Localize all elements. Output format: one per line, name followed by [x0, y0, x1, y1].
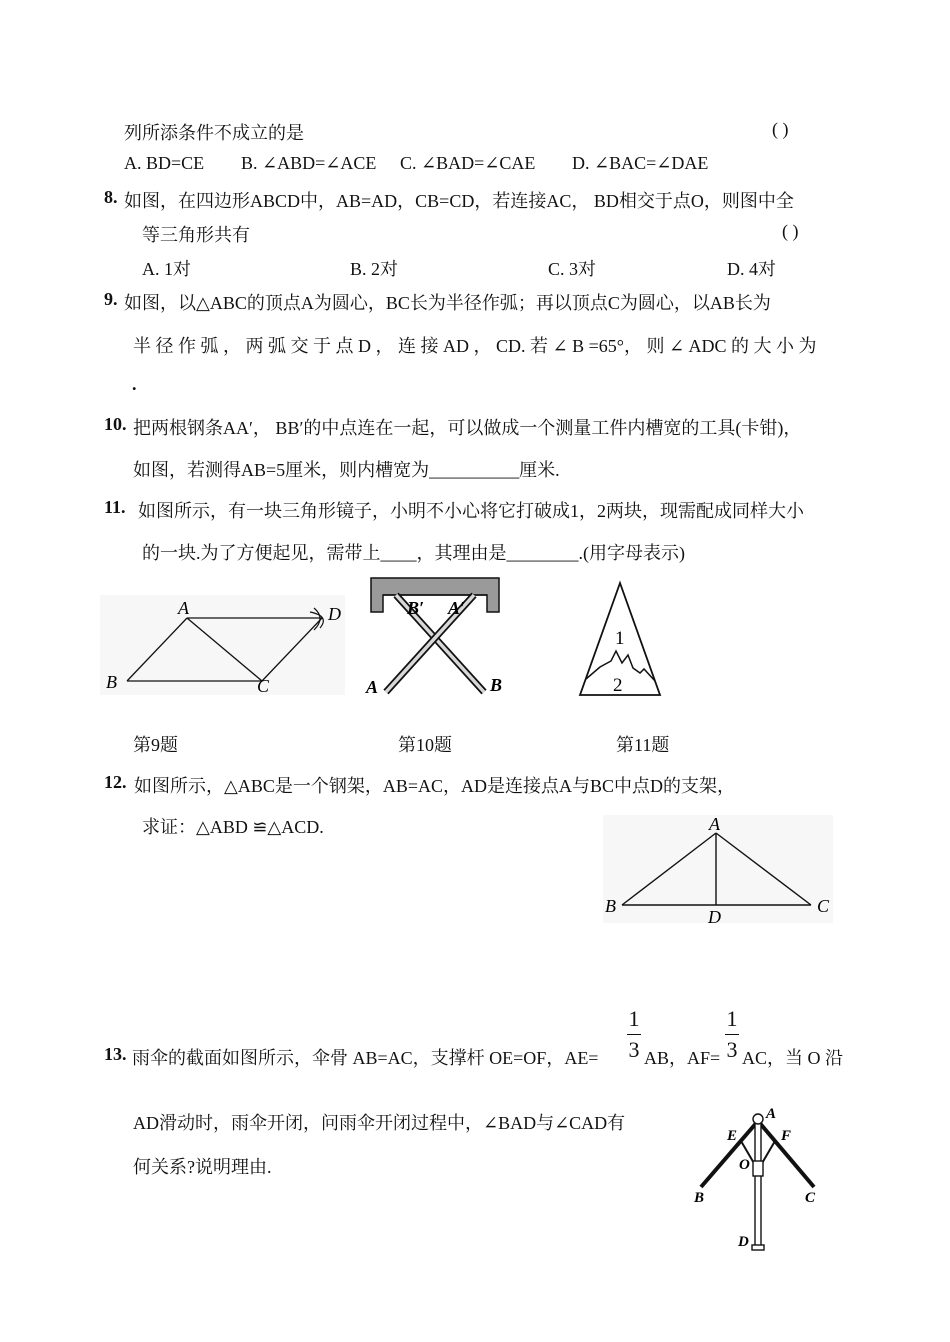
fig13-label-e: E — [727, 1128, 738, 1144]
q8-answer-paren: ( ) — [782, 221, 799, 241]
fig9-label-d: D — [328, 604, 341, 624]
q8-option-d: D. 4对 — [727, 259, 776, 279]
q10-number: 10. — [104, 414, 127, 434]
q7-option-b: B. ∠ABD=∠ACE — [241, 153, 377, 173]
q8-option-c: C. 3对 — [548, 259, 597, 279]
q12-line2: 求证：△ABD ≌△ACD. — [142, 817, 324, 837]
q13-line1-part2: AB，AF= — [644, 1048, 721, 1068]
fig10-label-b: B — [490, 675, 503, 695]
q9-line1: 如图，以△ABC的顶点A为圆心，BC长为半径作弧；再以顶点C为圆心，以AB长为 — [124, 293, 771, 313]
q8-option-b: B. 2对 — [350, 259, 399, 279]
q7-answer-paren: ( ) — [772, 119, 789, 139]
fig13-label-b: B — [694, 1190, 705, 1206]
fig9-label-b: B — [106, 672, 117, 692]
fig10-label-ap: A′ — [448, 598, 466, 618]
fig12-label-b: B — [605, 896, 616, 916]
q13-number: 13. — [104, 1044, 127, 1064]
q13-fraction-1-denominator: 3 — [628, 1037, 640, 1062]
fig12-label-d: D — [708, 907, 721, 927]
q11-line1: 如图所示，有一块三角形镜子，小明不小心将它打破成1，2两块，现需配成同样大小 — [138, 501, 804, 521]
fig10-label-a: A — [366, 677, 379, 697]
q10-line2: 如图，若测得AB=5厘米，则内槽宽为__________厘米. — [133, 460, 560, 480]
fig13-label-o: O — [739, 1157, 750, 1173]
figure-10 — [360, 575, 520, 705]
fig13-shaft — [755, 1122, 761, 1246]
fig13-label-f: F — [781, 1128, 792, 1144]
q7-option-a: A. BD=CE — [124, 153, 205, 173]
q11-number: 11. — [104, 497, 126, 517]
q13-line3: 何关系?说明理由. — [133, 1157, 272, 1177]
fig10-caption: 第10题 — [398, 735, 452, 755]
q12-number: 12. — [104, 772, 127, 792]
fig11-caption: 第11题 — [616, 735, 670, 755]
q8-option-a: A. 1对 — [142, 259, 191, 279]
q7-stem: 列所添条件不成立的是 — [124, 123, 304, 143]
q9-line2: 半 径 作 弧 ， 两 弧 交 于 点 D ， 连 接 AD ， CD. 若 ∠ B =65°， 则 ∠ ADC 的 大 小 为 — [133, 336, 817, 356]
q13-fraction-1-numerator: 1 — [628, 1006, 640, 1031]
fig13-top-cap — [753, 1114, 763, 1124]
fig11-piece-2: 2 — [613, 675, 623, 696]
q8-number: 8. — [104, 187, 118, 207]
q10-line1: 把两根钢条AA′， BB′的中点连在一起，可以做成一个测量工件内槽宽的工具(卡钳)， — [133, 418, 802, 438]
fig13-label-d: D — [738, 1234, 749, 1250]
q7-option-d: D. ∠BAC=∠DAE — [572, 153, 709, 173]
q12-line1: 如图所示，△ABC是一个钢架，AB=AC，AD是连接点A与BC中点D的支架， — [134, 776, 736, 796]
q13-line1-part3: AC，当 O 沿 — [742, 1048, 844, 1068]
q13-fraction-1 — [624, 1006, 644, 1063]
q13-line2: AD滑动时，雨伞开闭，问雨伞开闭过程中，∠BAD与∠CAD有 — [133, 1113, 626, 1133]
q8-line2: 等三角形共有 — [142, 225, 250, 245]
fig9-background — [100, 595, 345, 695]
q13-fraction-1-bar — [627, 1034, 641, 1035]
fig13-slider — [753, 1161, 763, 1176]
fig12-label-a: A — [709, 814, 720, 834]
fig9-caption: 第9题 — [133, 735, 178, 755]
q13-line1-part1: 雨伞的截面如图所示，伞骨 AB=AC，支撑杆 OE=OF，AE= — [132, 1048, 599, 1068]
fig13-label-a: A — [766, 1106, 777, 1122]
fig11-piece-1: 1 — [615, 628, 625, 649]
fig12-label-c: C — [817, 896, 830, 916]
fig13-label-c: C — [805, 1190, 816, 1206]
q9-line3: . — [132, 374, 137, 394]
q13-fraction-2 — [722, 1006, 742, 1063]
fig9-label-a: A — [178, 598, 189, 618]
fig9-label-c: C — [257, 676, 270, 696]
q9-number: 9. — [104, 289, 118, 309]
figure-11 — [575, 578, 665, 703]
figure-13 — [690, 1105, 830, 1255]
q13-fraction-2-bar — [725, 1034, 739, 1035]
fig10-label-bp: B′ — [407, 598, 425, 618]
figure-12 — [598, 810, 838, 930]
fig13-handle — [752, 1245, 764, 1250]
q11-line2: 的一块.为了方便起见，需带上____，其理由是________.(用字母表示) — [142, 543, 685, 563]
figure-9 — [100, 590, 360, 700]
q13-fraction-2-numerator: 1 — [726, 1006, 738, 1031]
q8-line1: 如图，在四边形ABCD中，AB=AD，CB=CD，若连接AC， BD相交于点O，则图中全 — [124, 191, 794, 211]
q13-fraction-2-denominator: 3 — [726, 1037, 738, 1062]
q7-option-c: C. ∠BAD=∠CAE — [400, 153, 536, 173]
